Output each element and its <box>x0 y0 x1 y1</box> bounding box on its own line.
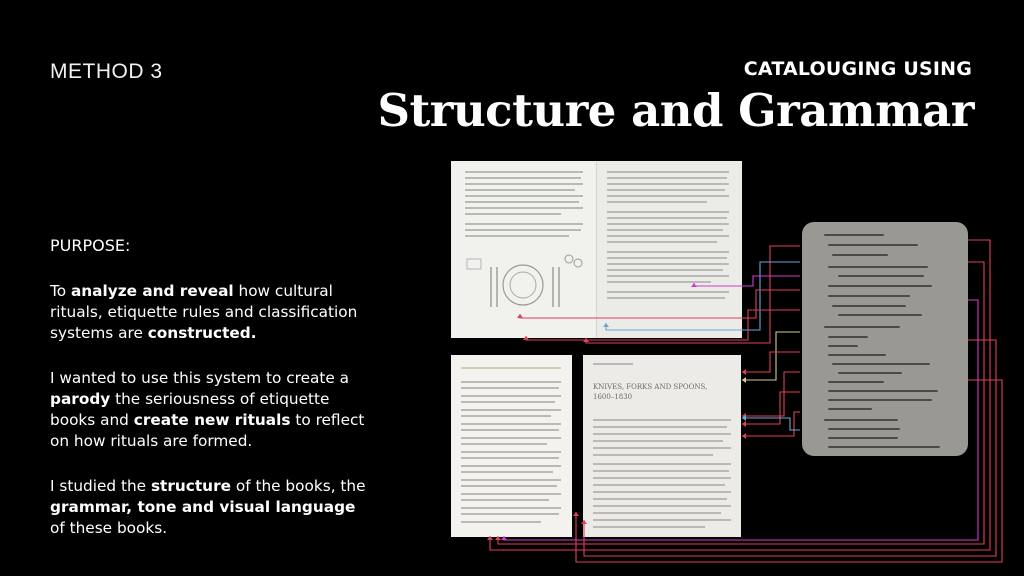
emphasis-text: parody <box>50 390 111 408</box>
connector-line <box>526 310 800 340</box>
connector-line <box>520 290 800 318</box>
connector-line <box>742 392 800 424</box>
body-text: how cultural rituals, etiquette rules and classification systems are <box>50 282 358 342</box>
connector-line <box>498 262 984 544</box>
method-label: METHOD 3 <box>50 60 163 83</box>
chapter-heading: KNIVES, FORKS AND SPOONS, <box>593 383 708 391</box>
emphasis-text: analyze and reveal <box>70 282 234 300</box>
connector-line <box>576 380 1002 562</box>
emphasis-text: constructed. <box>147 324 257 342</box>
chapter-years: 1600–1830 <box>593 393 633 401</box>
body-text: the seriousness of etiquette books and <box>50 390 330 429</box>
connector-line <box>606 262 800 330</box>
body-text: I studied the <box>50 477 151 495</box>
connector-line <box>586 246 800 343</box>
body-text: of the books, the <box>231 477 366 495</box>
body-text: I wanted to use this system to create a <box>50 369 350 387</box>
connector-line <box>742 332 800 380</box>
connector-line <box>742 372 800 416</box>
slide-eyebrow: CATALOUGING USING <box>743 58 972 80</box>
slide-title: Structure and Grammar <box>377 84 974 137</box>
emphasis-text: grammar, tone and visual language <box>50 498 356 516</box>
body-text: of these books. <box>50 519 168 537</box>
emphasis-text: create new rituals <box>133 411 291 429</box>
connector-line <box>694 276 800 286</box>
emphasis-text: structure <box>150 477 231 495</box>
purpose-label: PURPOSE: <box>50 236 131 255</box>
connector-line <box>742 352 800 372</box>
connector-line <box>504 300 978 540</box>
body-text: to reflect on how rituals are formed. <box>50 411 365 450</box>
body-text: To <box>50 282 71 300</box>
